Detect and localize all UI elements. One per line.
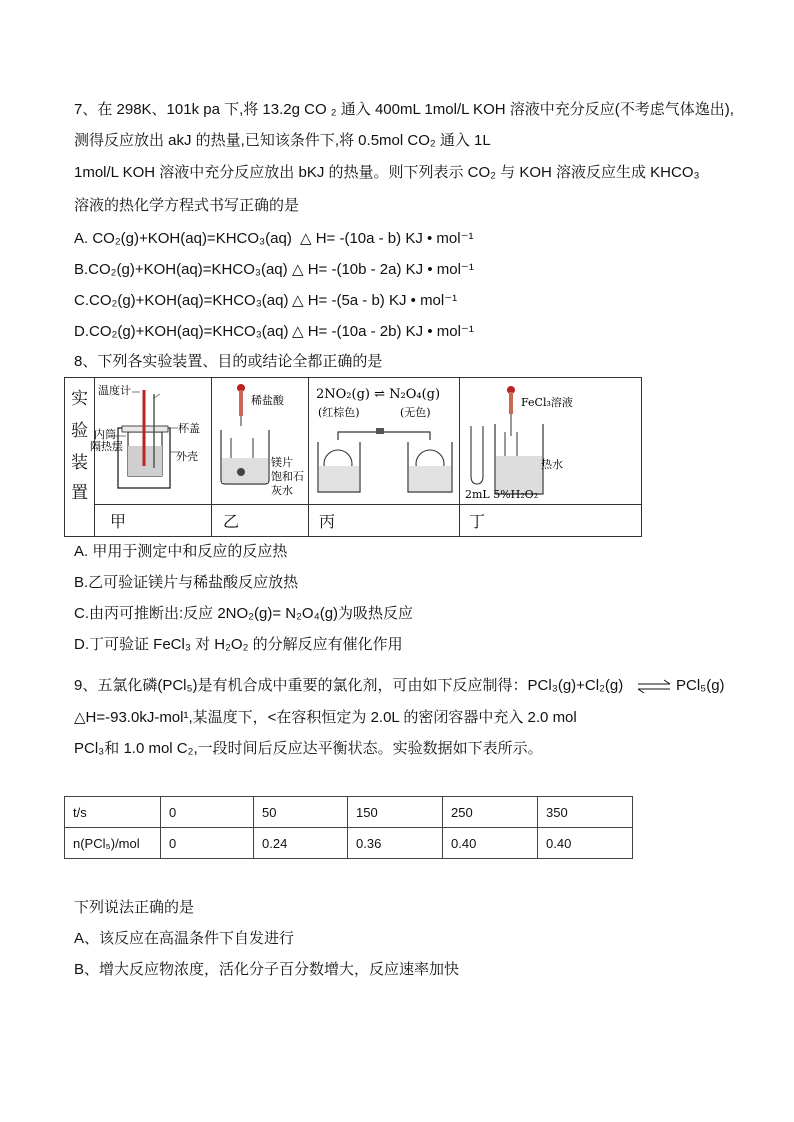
label-hot-water: 热水 (541, 458, 563, 471)
pcl5-data-table (64, 796, 633, 859)
label-colorless: (无色) (400, 406, 431, 419)
label-acid: 稀盐酸 (251, 394, 284, 407)
q8-option-d: D.丁可验证 FeCl₃ 对 H₂O₂ 的分解反应有催化作用 (74, 636, 403, 653)
label-insulation: 隔热层 (90, 440, 123, 453)
q7-option-b: B.CO₂(g)+KOH(aq)=KHCO₃(aq) (74, 261, 288, 278)
q7-option-c-dh: △ H= -(5a - b) KJ • mol⁻¹ (292, 292, 458, 309)
header-char-1: 实 (71, 389, 88, 409)
q7-option-a: A. CO₂(g)+KOH(aq)=KHCO₃(aq) (74, 230, 292, 247)
q7-option-d: D.CO₂(g)+KOH(aq)=KHCO₃(aq) (74, 323, 289, 340)
header-char-3: 装 (71, 453, 88, 473)
label-thermometer: 温度计 (98, 384, 131, 397)
table-cell: 0.40 (443, 828, 538, 859)
table-cell: 350 (538, 797, 633, 828)
q9-line2: △H=-93.0kJ-mol¹,某温度下，<在容积恒定为 2.0L 的密闭容器中充入 2.0 mol (74, 709, 577, 726)
calorimeter-figure (90, 380, 209, 502)
q7-line3: 1mol/L KOH 溶液中充分反应放出 bKJ 的热量。则下列表示 CO₂ 与 KOH 溶液反应生成 KHCO₃ (74, 164, 700, 181)
table-cell: 0.36 (348, 828, 443, 859)
q9-option-a: A、该反应在高温条件下自发进行 (74, 930, 295, 947)
magnesium-figure (213, 380, 307, 502)
no2-equilibrium-figure (310, 380, 457, 502)
label-limewater-2: 灰水 (271, 484, 293, 497)
table-cell: 0.24 (254, 828, 348, 859)
q9-option-b: B、增大反应物浓度，活化分子百分数增大，反应速率加快 (74, 961, 460, 978)
label-fecl3: FeCl₃溶液 (521, 396, 573, 409)
label-shell: 外壳 (176, 450, 198, 463)
q9-product: PCl₅(g) (676, 677, 725, 694)
apparatus-row-header (65, 378, 94, 536)
equilibrium-arrow-icon (636, 680, 672, 694)
label-equilibrium: 2NO₂(g) ⇌ N₂O₄(g) (316, 387, 441, 402)
q8-option-c: C.由丙可推断出:反应 2NO₂(g)= N₂O₄(g)为吸热反应 (74, 605, 414, 622)
q7-line2: 测得反应放出 akJ 的热量,已知该条件下,将 0.5mol CO₂ 通入 1L (74, 132, 491, 149)
q9-line3: PCl₃和 1.0 mol C₂,一段时间后反应达平衡状态。实验数据如下表所示。 (74, 740, 543, 757)
apparatus-table (64, 377, 642, 537)
table-row (65, 797, 633, 828)
q7-line1: 7、在 298K、101k pa 下,将 13.2g CO ₂ 通入 400mL 1mol/L KOH 溶液中充分反应(不考虑气体逸出), (74, 101, 734, 118)
q7-option-d-dh: △ H= -(10a - 2b) KJ • mol⁻¹ (292, 323, 474, 340)
label-inner: 内筒 (94, 428, 116, 441)
q9-stem2: 下列说法正确的是 (74, 899, 195, 916)
catalysis-figure (461, 380, 639, 502)
caption-yi: 乙 (223, 512, 240, 531)
q9-line1: 9、五氯化磷(PCl₅)是有机合成中重要的氯化剂，可由如下反应制得：PCl₃(g)+Cl₂(g) (74, 677, 624, 694)
label-lid: 杯盖 (178, 422, 200, 435)
q7-option-c: C.CO₂(g)+KOH(aq)=KHCO₃(aq) (74, 292, 289, 309)
table-cell: 50 (254, 797, 348, 828)
caption-bing: 丙 (319, 512, 336, 531)
table-cell: 0.40 (538, 828, 633, 859)
table-cell: t/s (65, 797, 161, 828)
table-cell: 0 (161, 828, 254, 859)
q7-option-a-dh: △ H= -(10a - b) KJ • mol⁻¹ (300, 230, 474, 247)
q7-option-b-dh: △ H= -(10b - 2a) KJ • mol⁻¹ (292, 261, 474, 278)
q8-stem: 8、下列各实验装置、目的或结论全都正确的是 (74, 353, 383, 370)
label-mg: 镁片 (271, 456, 293, 469)
table-cell: 250 (443, 797, 538, 828)
table-cell: 150 (348, 797, 443, 828)
q8-option-a: A. 甲用于测定中和反应的反应热 (74, 543, 288, 560)
table-cell: 0 (161, 797, 254, 828)
table-cell: n(PCl₅)/mol (65, 828, 161, 859)
caption-jia: 甲 (110, 512, 127, 531)
header-char-2: 验 (71, 421, 88, 441)
q7-line4: 溶液的热化学方程式书写正确的是 (74, 197, 300, 214)
label-red-brown: (红棕色) (318, 406, 360, 419)
label-limewater-1: 饱和石 (271, 470, 304, 483)
q8-option-b: B.乙可验证镁片与稀盐酸反应放热 (74, 574, 299, 591)
header-char-4: 置 (71, 483, 88, 503)
caption-ding: 丁 (469, 512, 486, 531)
label-h2o2: 2mL 5%H₂O₂ (465, 488, 539, 501)
table-row (65, 828, 633, 859)
